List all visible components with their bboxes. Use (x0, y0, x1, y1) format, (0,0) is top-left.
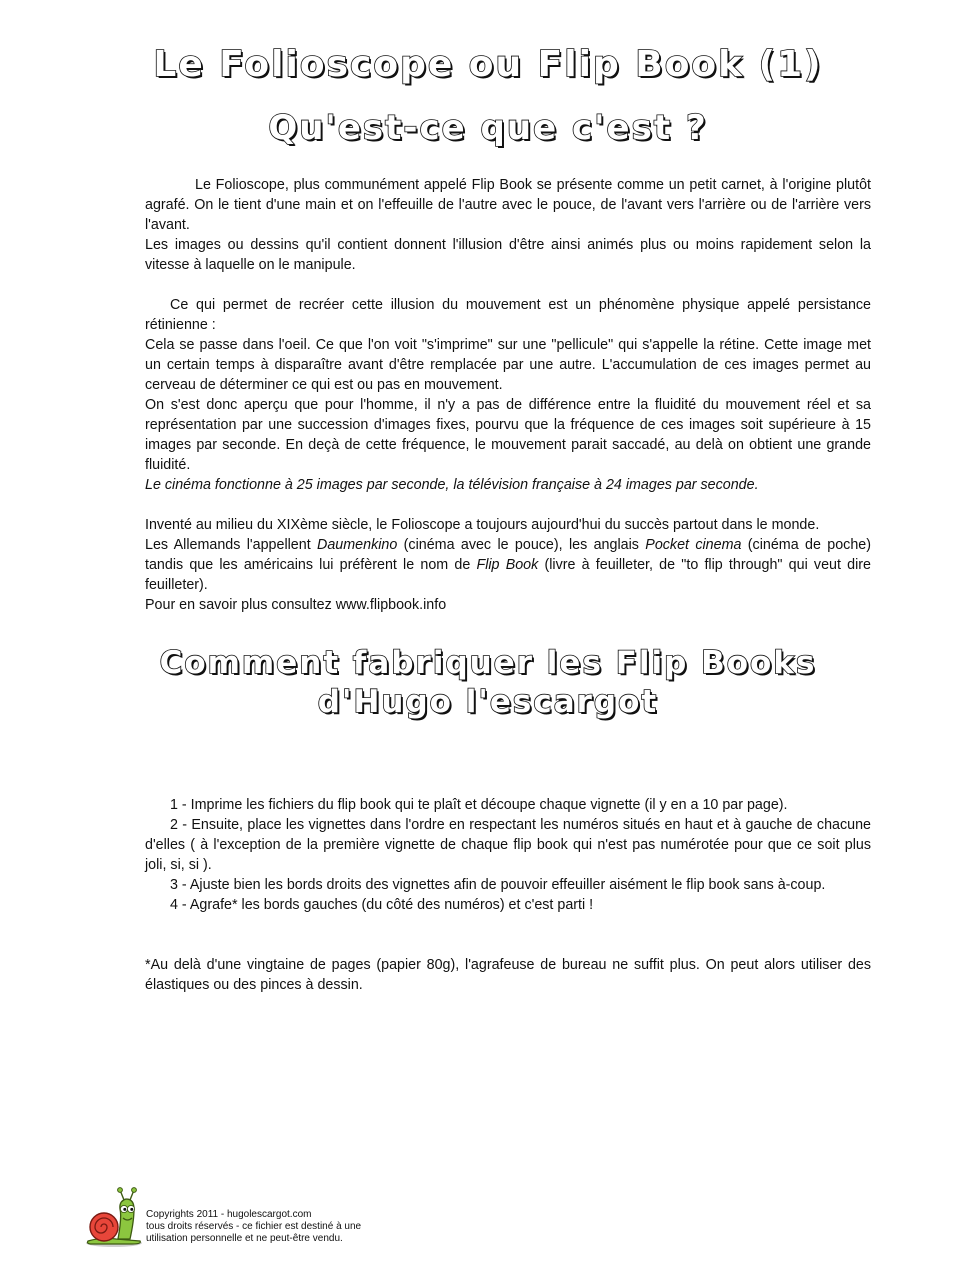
persistence-paragraph-3: On s'est donc aperçu que pour l'homme, il n'y a pas de différence entre la fluidité du mouvement réel et sa représentation par une succession d'images fixes, pourvu que la fréquence de ces images soit supérieure à 15 images par seconde. En deçà de cette fréquence, le mouvement parait saccadé, au delà on obtient une grande fluidité. (145, 397, 871, 473)
flip-book-term: Flip Book (476, 557, 539, 573)
history-paragraph-2 (145, 535, 871, 595)
cinema-fps-note: Le cinéma fonctionne à 25 images par seconde, la télévision française à 24 images par seconde. (145, 477, 759, 493)
copyright-line-3: utilisation personnelle et ne peut-être vendu. (146, 1233, 343, 1244)
history-text-c: (cinéma de poche) tandis que les américains lui préfèrent le nom de (145, 537, 871, 573)
section-title-line-2: d'Hugo l'escargot (317, 684, 659, 720)
copyright-line-2: tous droits réservés - ce fichier est destiné à une (146, 1221, 362, 1232)
section-title-line-1: Comment fabriquer les Flip Books (159, 645, 817, 681)
pocket-cinema-term: Pocket cinema (645, 537, 742, 553)
intro-paragraph-1: Le Folioscope, plus communément appelé Flip Book se présente comme un petit carnet, à l'origine plutôt agrafé. On le tient d'une main et on l'effeuille de l'autre avec le pouce, de l'avant vers l'arrière ou de l'arrière vers l'avant. (145, 177, 871, 233)
footnote-section (145, 955, 871, 995)
history-paragraph-3: Pour en savoir plus consultez www.flipbook.info (145, 597, 447, 613)
page-title: Le Folioscope ou Flip Book (1) (153, 44, 823, 85)
step-item: 1 - Imprime les fichiers du flip book qui te plaît et découpe chaque vignette (il y en a 10 par page). (170, 797, 788, 813)
intro-paragraph-2: Les images ou dessins qu'il contient donnent l'illusion d'être ainsi animés plus ou moins rapidement selon la vitesse à laquelle on le manipule. (145, 237, 871, 273)
history-text-a: Les Allemands l'appellent (145, 537, 318, 553)
history-paragraph-1: Inventé au milieu du XIXème siècle, le Folioscope a toujours aujourd'hui du succès partout dans le monde. (145, 517, 820, 533)
step-item: 4 - Agrafe* les bords gauches (du côté des numéros) et c'est parti ! (170, 897, 594, 913)
persistence-section (145, 295, 871, 495)
copyright-footer (146, 1209, 406, 1245)
history-text-d: (livre à feuilleter, de "to flip through" qui veut dire feuilleter). (145, 557, 871, 593)
page-subtitle: Qu'est-ce que c'est ? (268, 108, 708, 148)
persistence-paragraph-2: Cela se passe dans l'oeil. Ce que l'on voit "s'imprime" sur une "pellicule" qui s'appelle la rétine. Cette image met un certain temps à disparaître avant d'être remplacée par une autre. L'accumulation de ces images permet au cerveau de déterminer ce qui est ou pas en mouvement. (145, 337, 871, 393)
step-item: 3 - Ajuste bien les bords droits des vignettes afin de pouvoir effeuiller aisément le flip book sans à-coup. (170, 877, 826, 893)
persistence-italic-note (145, 475, 871, 495)
staple-footnote: *Au delà d'une vingtaine de pages (papier 80g), l'agrafeuse de bureau ne suffit plus. On peut alors utiliser des élastiques ou des pinces à dessin. (145, 957, 871, 993)
copyright-line-1: Copyrights 2011 - hugolescargot.com (146, 1209, 312, 1220)
persistence-paragraph-1: Ce qui permet de recréer cette illusion du mouvement est un phénomène physique appelé persistance rétinienne : (145, 297, 871, 333)
intro-section (145, 175, 871, 275)
steps-list (145, 795, 871, 915)
daumenkino-term: Daumenkino (317, 537, 398, 553)
history-section (145, 515, 871, 615)
history-text-b: (cinéma avec le pouce), les anglais (397, 537, 646, 553)
step-item: 2 - Ensuite, place les vignettes dans l'ordre en respectant les numéros situés en haut et à gauche de chacune d'elles ( à l'exception de la première vignette de chaque flip book qui n'est pas numérotée pour que ce soit plus joli, si, si ). (145, 817, 871, 873)
snail-icon (82, 1187, 146, 1249)
